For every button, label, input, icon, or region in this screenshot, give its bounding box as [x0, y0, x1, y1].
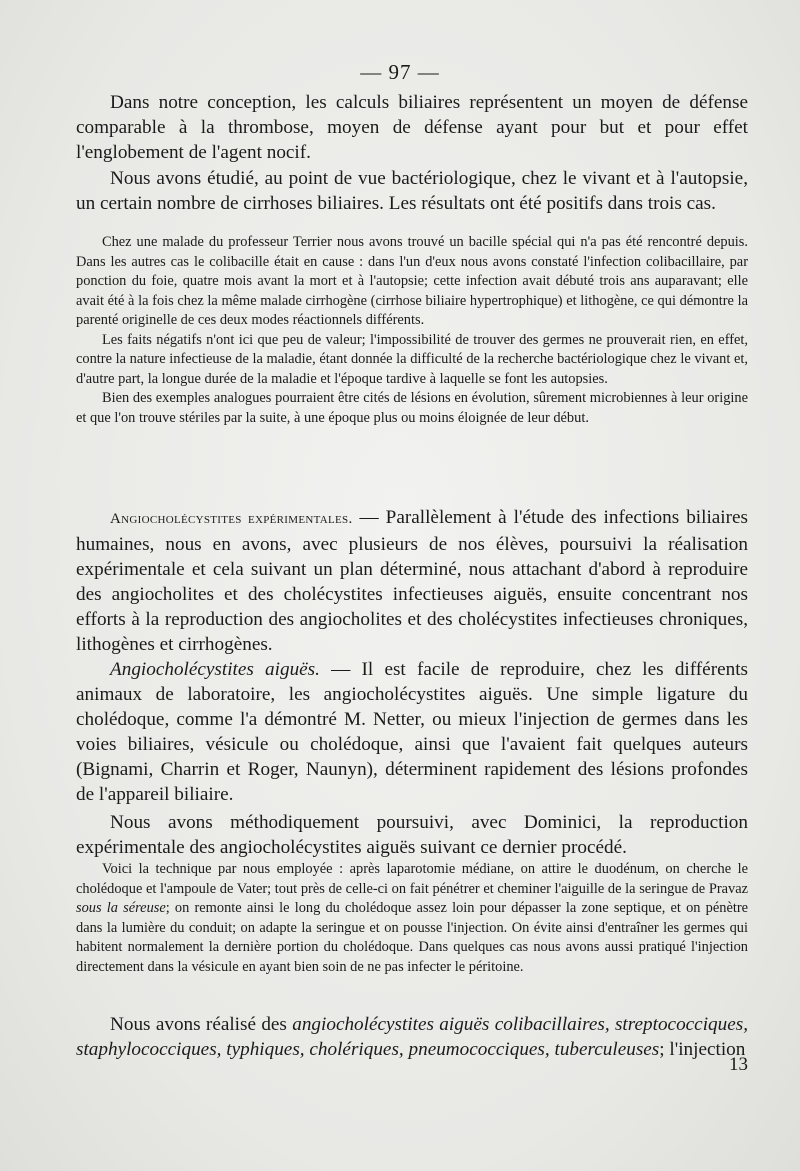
paragraph-realisations-italic: angiocholécystites aiguës colibacillaires, streptococciques, staphylococciques, typhiques, cholériques, pneumococciques, tuberculeuses: [76, 1014, 748, 1060]
note-malade-terrier: Chez une malade du professeur Terrier nous avons trouvé un bacille spécial qui n'a pas été rencontré depuis. Dans les autres cas le colibacille était en cause : dans l'un d'eux nous avons constaté l'infection colibacillaire, par ponction du foie, quatre mois avant la mort et à l'autopsie; cette infection avait débuté trois ans auparavant; elle avait été à la fois chez la même malade cirrhogène (cirrhose biliaire hypertrophique) et lithogène, ce qui démontre la parenté originelle de ces deux modes réactionnels différents.: [76, 234, 748, 328]
note-technique: [76, 860, 748, 977]
paragraph-realisations-part2: ; l'injection: [659, 1039, 746, 1060]
page-number: — 97 —: [360, 60, 440, 84]
small-print-block-2: [76, 860, 748, 977]
section-heading-experimentales: Angiocholécystites expérimentales.: [110, 511, 353, 527]
paragraph-text-aigues: — Il est facile de reproduire, chez les différents animaux de laboratoire, les angiocholécystites aiguës. Une simple ligature du cholédoque, comme l'a démontré M. Netter, ou mieux l'injection de germes dans les voies biliaires, vésicule ou cholédoque, ainsi que l'avaient fait quelques auteurs (Bignami, Charrin et Roger, Naunyn), déterminent rapidement des lésions profondes de l'appareil biliaire.: [76, 659, 748, 805]
body-text-bottom: [76, 1012, 748, 1062]
note-faits-negatifs: Les faits négatifs n'ont ici que peu de valeur; l'impossibilité de trouver des germes ne prouverait rien, en effet, contre la nature infectieuse de la maladie, étant donnée la difficulté de la recherche bactériologique chez le vivant et, d'autre part, la longue durée de la maladie et l'époque tardive à laquelle se font les autopsies.: [76, 331, 748, 387]
paragraph-angiocholecystites-experimentales: [76, 505, 748, 657]
paragraph-calculs-biliaires: Dans notre conception, les calculs biliaires représentent un moyen de défense comparable à la thrombose, moyen de défense ayant pour but et pour effet l'englobement de l'agent nocif.: [76, 92, 748, 163]
paragraph-realisations: [76, 1012, 748, 1062]
note-technique-part1: Voici la technique par nous employée : après laparotomie médiane, on attire le duodénum, on cherche le cholédoque et l'ampoule de Vater; tout près de celle-ci on fait pénétrer et cheminer l'aiguille de la seringue de Pravaz: [76, 861, 748, 897]
paragraph-dominici: Nous avons méthodiquement poursuivi, avec Dominici, la reproduction expérimentale des angiocholécystites aiguës suivant ce dernier procédé.: [76, 812, 748, 858]
note-technique-part2: ; on remonte ainsi le long du cholédoque assez loin pour dépasser la zone septique, et on pénètre dans la lumière du conduit; on adapte la seringue et on pousse l'injection. On évite ainsi d'entraîner les germes qui habitent normalement la dernière portion du cholédoque. Dans quelques cas nous avons aussi pratiqué l'injection directement dans la vésicule en ayant bien soin de ne pas infecter le péritoine.: [76, 900, 749, 975]
section-heading-aigues: Angiocholécystites aiguës.: [110, 659, 320, 680]
signature-mark: 13: [729, 1054, 748, 1075]
paragraph-angiocholecystites-aigues: [76, 657, 748, 807]
paragraph-cirrhoses-biliaires: Nous avons étudié, au point de vue bactériologique, chez le vivant et à l'autopsie, un certain nombre de cirrhoses biliaires. Les résultats ont été positifs dans trois cas.: [76, 168, 748, 214]
note-exemples-analogues: Bien des exemples analogues pourraient être cités de lésions en évolution, sûrement microbiennes à leur origine et que l'on trouve stériles par la suite, à une époque plus ou moins éloignée de leur début.: [76, 390, 748, 426]
body-text-middle: [76, 505, 748, 860]
paragraph-text-experimentales: — Parallèlement à l'étude des infections biliaires humaines, nous en avons, avec plusieurs de nos élèves, poursuivi la réalisation expérimentale et cela suivant un plan déterminé, nous attachant d'abord à reproduire des angiocholites et des cholécystites infectieuses aiguës, ensuite concentrant nos efforts à la reproduction des angiocholites et des cholécystites infectieuses chroniques, lithogènes et cirrhogènes.: [76, 507, 749, 655]
paragraph-realisations-part1: Nous avons réalisé des: [110, 1014, 293, 1035]
body-text-top: [76, 90, 748, 216]
small-print-block-1: [76, 233, 748, 428]
note-technique-italic: sous la séreuse: [76, 900, 166, 916]
